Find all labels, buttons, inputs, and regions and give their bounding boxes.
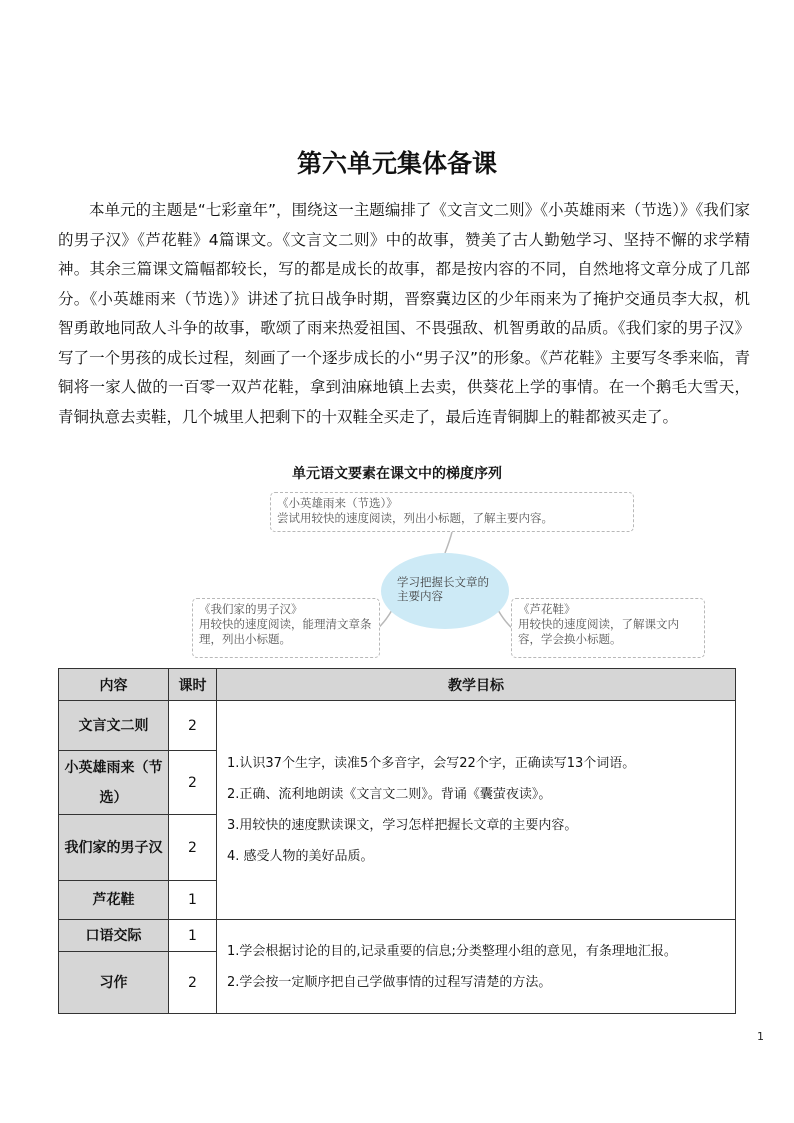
- goal-item: 2.正确、流利地朗读《文言文二则》。背诵《囊萤夜读》。: [227, 787, 552, 802]
- hours-cell: 2: [169, 751, 217, 815]
- header-hours: 课时: [169, 669, 217, 701]
- header-goals: 教学目标: [217, 669, 736, 701]
- hours-cell: 2: [169, 952, 217, 1014]
- goals-cell-reading: [217, 701, 736, 920]
- table-header-row: [59, 669, 736, 701]
- goal-item: 3.用较快的速度默读课文，学习怎样把握长文章的主要内容。: [227, 818, 578, 833]
- right-lesson-title: 《芦花鞋》: [518, 602, 576, 616]
- lesson-cell: 小英雄雨来（节选）: [59, 751, 169, 815]
- table-row: [59, 920, 736, 952]
- goal-item: 2.学会按一定顺序把自己学做事情的过程写清楚的方法。: [227, 974, 552, 990]
- header-content: 内容: [59, 669, 169, 701]
- hours-cell: 2: [169, 701, 217, 751]
- page-title: 第六单元集体备课: [296, 149, 497, 178]
- goals-cell-other: [217, 920, 736, 1014]
- lesson-cell: 口语交际: [59, 920, 169, 952]
- lesson-cell: 芦花鞋: [59, 881, 169, 920]
- left-lesson-desc: 用较快的速度阅读，能理清文章条理，列出小标题。: [199, 617, 372, 646]
- intro-paragraph: 本单元的主题是“七彩童年”，围绕这一主题编排了《文言文二则》《小英雄雨来（节选）》《我们家的男子汉》《芦花鞋》4篇课文。《文言文二则》中的故事，赞美了古人勤勉学习、坚持不懈的求学精神。其余三篇课文篇幅都较长，写的都是成长的故事，都是按内容的不同，自然地将文章分成了几部分。《小英雄雨来（节选）》讲述了抗日战争时期，晋察冀边区的少年雨来为了掩护交通员李大叔，机智勇敢地同敌人斗争的故事，歌颂了雨来热爱祖国、不畏强敌、机智勇敢的品质。《我们家的男子汉》写了一个男孩的成长过程，刻画了一个逐步成长的小“男子汉”的形象。《芦花鞋》主要写冬季来临，青铜将一家人做的一百零一双芦花鞋，拿到油麻地镇上去卖，供葵花上学的事情。在一个鹅毛大雪天，青铜执意去卖鞋，几个城里人把剩下的十双鞋全买走了，最后连青铜脚上的鞋都被买走了。: [58, 201, 750, 426]
- table-row: [59, 701, 736, 751]
- goal-item: 1.认识37个生字，读准5个多音字，会写22个字，正确读写13个词语。: [227, 756, 636, 771]
- goal-item: 4. 感受人物的美好品质。: [227, 849, 374, 864]
- center-goal-bubble: 学习把握长文章的主要内容: [381, 553, 509, 629]
- goal-item: 1.学会根据讨论的目的,记录重要的信息;分类整理小组的意见，有条理地汇报。: [227, 943, 677, 959]
- lesson-plan-table: [58, 668, 736, 1014]
- right-lesson-bubble: [511, 598, 705, 658]
- left-lesson-title: 《我们家的男子汉》: [199, 602, 303, 616]
- lesson-cell: 习作: [59, 952, 169, 1014]
- lesson-cell: 我们家的男子汉: [59, 815, 169, 881]
- left-lesson-bubble: [192, 598, 380, 658]
- lesson-cell: 文言文二则: [59, 701, 169, 751]
- top-lesson-bubble: [270, 492, 634, 532]
- hours-cell: 1: [169, 881, 217, 920]
- top-lesson-title: 《小英雄雨来（节选）》: [277, 496, 398, 510]
- diagram-title: 单元语文要素在课文中的梯度序列: [292, 466, 502, 482]
- hours-cell: 1: [169, 920, 217, 952]
- right-lesson-desc: 用较快的速度阅读，了解课文内容，学会换小标题。: [518, 617, 679, 646]
- page-number: 1: [757, 1030, 764, 1043]
- top-lesson-desc: 尝试用较快的速度阅读，列出小标题，了解主要内容。: [277, 511, 553, 525]
- hours-cell: 2: [169, 815, 217, 881]
